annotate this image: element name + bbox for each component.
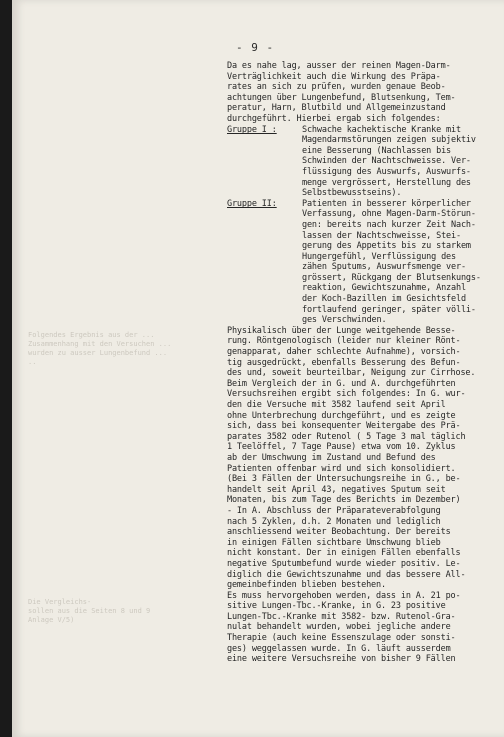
page-number: - 9 -: [236, 41, 275, 54]
text-line: genapparat, daher schlechte Aufnahme), vorsich-: [227, 347, 461, 358]
group-list: [227, 125, 503, 326]
group-line: der Koch-Bazillen im Gesichtsfeld: [302, 294, 466, 305]
text-line: Da es nahe lag, ausser der reinen Magen-Darm-: [227, 61, 451, 71]
text-line: 1 Teelöffel, 7 Tage Pause) etwa vom 10. Zyklus: [227, 442, 456, 453]
text-line: Therapie (auch keine Essenszulage oder sonsti-: [227, 633, 456, 644]
text-line: den die Versuche mit 3582 laufend seit April: [227, 400, 446, 410]
text-line: Patienten offenbar wird und sich konsolidiert.: [227, 463, 456, 474]
group-line: lassen der Nachtschweisse, Stei-: [302, 230, 461, 241]
text-line: handelt seit April 43, negatives Sputum seit: [227, 484, 446, 495]
text-line: Physikalisch über der Lunge weitgehende Besse-: [227, 325, 456, 336]
group-line: Verfassung, ohne Magen-Darm-Störun-: [302, 209, 476, 220]
text-line: ab der Umschwung im Zustand und Befund des: [227, 452, 436, 463]
text-line: durchgeführt. Hierbei ergab sich folgendes:: [227, 113, 441, 124]
group-line: fortlaufend geringer, später völli-: [302, 304, 476, 315]
text-line: Beim Vergleich der in G. und A. durchgeführten: [227, 378, 456, 389]
group-line: zähen Sputums, Auswurfsmenge ver-: [302, 262, 466, 273]
text-line: achtungen über Lungenbefund, Blutsenkung, Tem-: [227, 92, 456, 103]
text-line: peratur, Harn, Blutbild und Allgemeinzustand: [227, 103, 446, 114]
group-line: Hungergefühl, Verflüssigung des: [302, 251, 456, 262]
text-line: ges) weggelassen wurde. In G. läuft ausserdem: [227, 643, 451, 654]
group-line: eine Besserung (Nachlassen bis: [302, 145, 452, 156]
group-first-line: [227, 125, 503, 136]
text-line: Versuchsreihen ergibt sich folgendes: In G. wur-: [227, 389, 466, 400]
bleed-through-text-top: Folgendes Ergebnis aus der ... Zusammenhang mit den Versuchen ... wurden zu ausser Lungenbefund ... ..: [28, 331, 172, 366]
text-line: nicht konstant. Der in einigen Fällen ebenfalls: [227, 548, 461, 559]
intro-paragraph: [227, 61, 503, 125]
text-line: eine weitere Versuchsreihe von bisher 9 Fällen: [227, 654, 456, 665]
text-line: anschliessend weiter Beobachtung. Der bereits: [227, 527, 451, 538]
text-line: des und, soweit beurteilbar, Neigung zur Cirrhose.: [227, 368, 476, 379]
text-line: - In A. Abschluss der Präparateverabfolgung: [227, 505, 441, 516]
group-line: gerung des Appetits bis zu starkem: [302, 241, 471, 252]
text-line: parates 3582 oder Rutenol ( 5 Tage 3 mal täglich: [227, 431, 466, 442]
document-page: [12, 0, 504, 737]
text-line: nulat behandelt wurden, wobei jegliche andere: [227, 622, 451, 633]
text-line: sich, dass bei konsequenter Weitergabe des Prä-: [227, 421, 461, 432]
text-line: rates an sich zu prüfen, wurden genaue Beob-: [227, 82, 446, 93]
group-line: menge vergrössert, Herstellung des: [302, 177, 471, 188]
group-label: Gruppe II:: [227, 198, 277, 209]
group-first-line: [227, 199, 503, 210]
text-line: gemeinbefinden blieben bestehen.: [227, 580, 386, 591]
findings-paragraph: [227, 326, 503, 665]
text-line: sitive Lungen-Tbc.-Kranke, in G. 23 positive: [227, 601, 446, 612]
text-line: nach 5 Zyklen, d.h. 2 Monaten und lediglich: [227, 516, 441, 527]
group-line: Magendarmstörungen zeigen subjektiv: [302, 135, 476, 146]
bleed-through-text-bottom: Die Vergleichs- sollen aus die Seiten 8 und 9 Anlage V/5): [28, 598, 151, 624]
report-body: [227, 61, 503, 665]
group-line: gen: bereits nach kurzer Zeit Nach-: [302, 219, 476, 230]
group-line: flüssigung des Auswurfs, Auswurfs-: [302, 166, 471, 177]
text-line: Es muss hervorgehoben werden, dass in A. 21 po-: [227, 590, 461, 601]
text-line: negative Sputumbefund wurde wieder positiv. Le-: [227, 558, 461, 569]
group-line: Schwinden der Nachtschweisse. Ver-: [302, 156, 471, 167]
text-line: rung. Röntgenologisch (leider nur kleiner Rönt-: [227, 336, 461, 347]
group-text: Patienten in besserer körperlicher: [302, 198, 471, 209]
group-text: Schwache kachektische Kranke mit: [302, 124, 461, 135]
group-label: Gruppe I :: [227, 124, 277, 135]
group-line: ges Verschwinden.: [302, 315, 387, 326]
text-line: Lungen-Tbc.-Kranke mit 3582- bzw. Rutenol-Gra-: [227, 611, 456, 622]
text-line: (Bei 3 Fällen der Untersuchungsreihe in G., be-: [227, 474, 461, 485]
text-line: diglich die Gewichtszunahme und das bessere All-: [227, 569, 466, 580]
group-line: Selbstbewusstseins).: [302, 188, 402, 199]
group-line: reaktion, Gewichtszunahme, Anzahl: [302, 283, 466, 294]
text-line: Monaten, bis zum Tage des Berichts im Dezember): [227, 495, 461, 506]
text-line: in einigen Fällen sichtbare Umschwung blieb: [227, 537, 441, 548]
text-line: ohne Unterbrechung durchgeführt, und es zeigte: [227, 410, 456, 421]
group-line: grössert, Rückgang der Blutsenkungs-: [302, 272, 481, 283]
text-line: tig ausgedrückt, ebenfalls Besserung des Befun-: [227, 357, 461, 368]
text-line: Verträglichkeit auch die Wirkung des Präpa-: [227, 71, 441, 82]
